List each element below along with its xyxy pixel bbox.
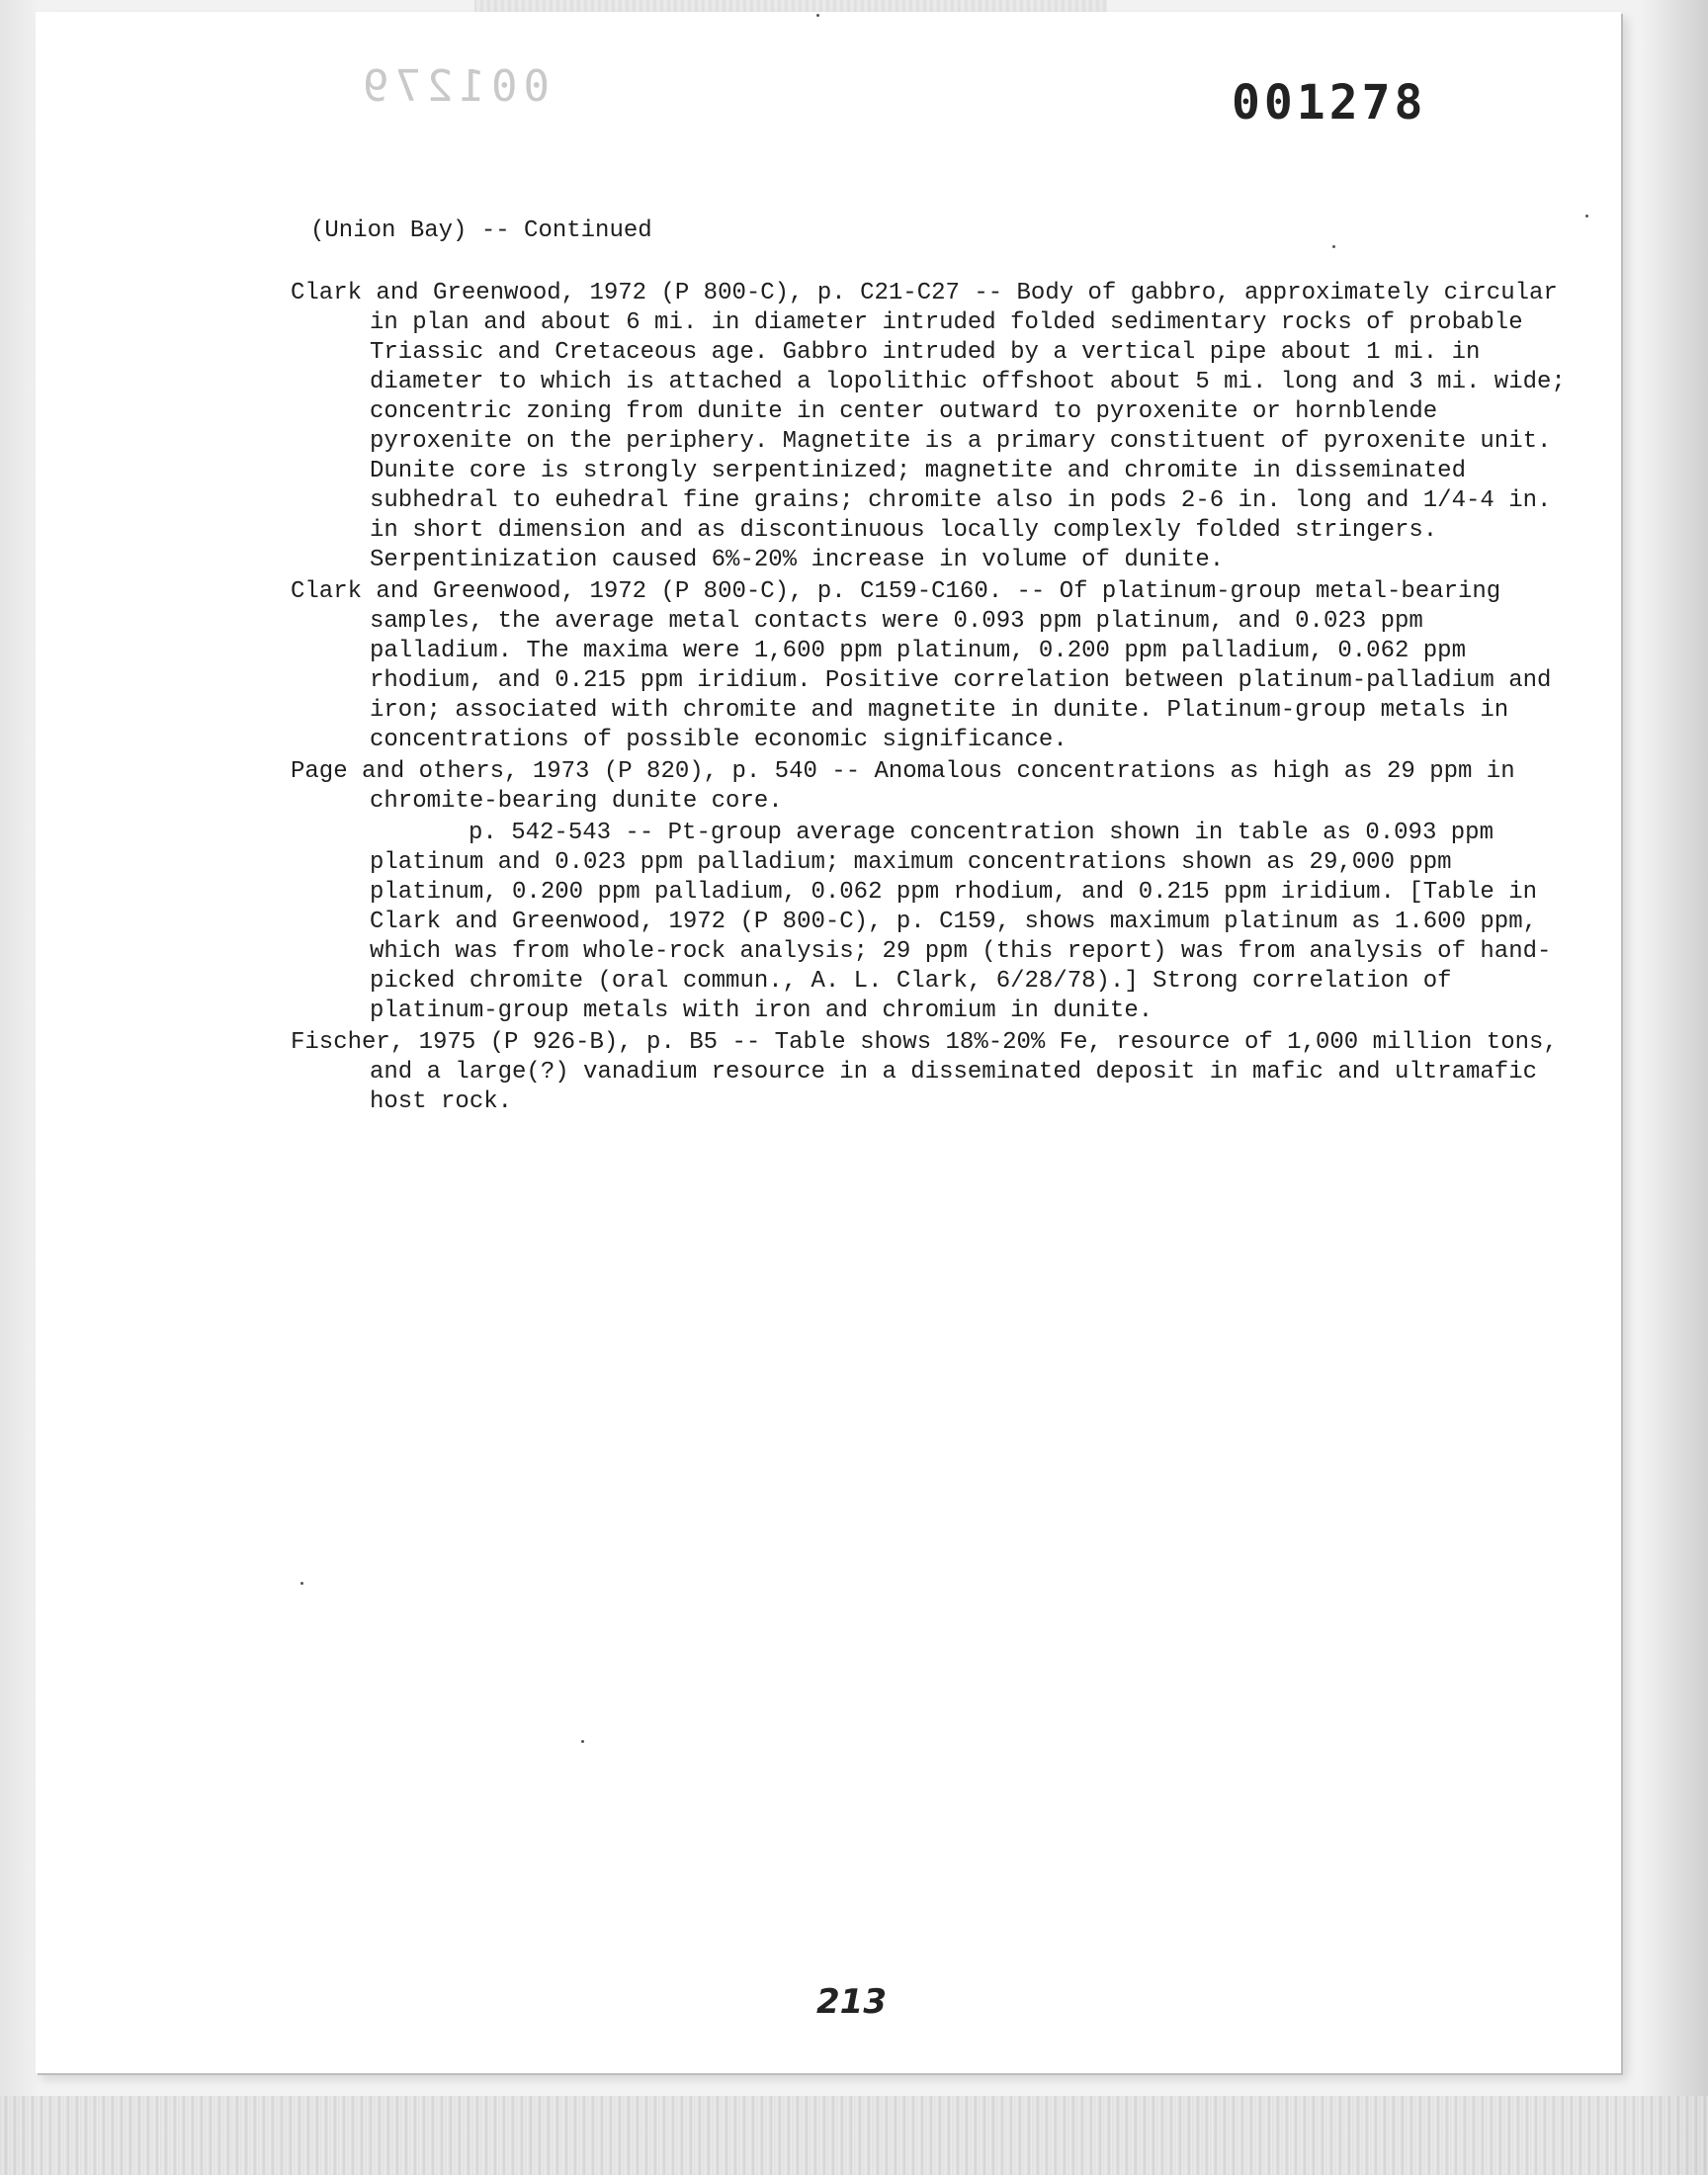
reference-entry: Clark and Greenwood, 1972 (P 800-C), p. C159-C160. -- Of platinum-group metal-bearing samples, the average metal contacts were 0.093 ppm platinum, and 0.023 ppm palladium. The maxima were 1,600 ppm platinum, 0.200 ppm palladium, 0.062 ppm rhodium, and 0.215 ppm iridium. Positive correlation between platinum-palladium and iron; associated with chromite and magnetite in dunite. Platinum-group metals in concentrations of possible economic significance. <box>291 578 1552 753</box>
scan-speck <box>816 14 819 17</box>
reference-entry: Clark and Greenwood, 1972 (P 800-C), p. C21-C27 -- Body of gabbro, approximately circular in plan and about 6 mi. in diameter intruded folded sedimentary rocks of probable Triassic and Cretaceous age. Gabbro intruded by a vertical pipe about 1 mi. in diameter to which is attached a lopolithic offshoot about 5 mi. long and 3 mi. wide; concentric zoning from dunite in center outward to pyroxenite or hornblende pyroxenite on the periphery. Magnetite is a primary constituent of pyroxenite unit. Dunite core is strongly serpentinized; magnetite and chromite in disseminated subhedral to euhedral fine grains; chromite also in pods 2-6 in. long and 1/4-4 in. in short dimension and as discontinuous locally complexly folded stringers. Serpentinization caused 6%-20% increase in volume of dunite. <box>291 280 1566 573</box>
reference-subentry: p. 542-543 -- Pt-group average concentration shown in table as 0.093 ppm platinum and 0.023 ppm palladium; maximum concentrations shown as 29,000 ppm platinum, 0.200 ppm palladium, 0.062 ppm rhodium, and 0.215 ppm iridium. [Table in Clark and Greenwood, 1972 (P 800-C), p. C159, shows maximum platinum as 1.600 ppm, which was from whole-rock analysis; 29 ppm (this report) was from analysis of hand-picked chromite (oral commun., A. L. Clark, 6/28/78).] Strong correlation of platinum-group metals with iron and chromium in dunite. <box>370 820 1552 1024</box>
faint-stamp-number: 001279 <box>357 61 550 112</box>
reference-entry: Fischer, 1975 (P 926-B), p. B5 -- Table shows 18%-20% Fe, resource of 1,000 million tons, and a large(?) vanadium resource in a disseminated deposit in mafic and ultramafic host rock. <box>291 1029 1558 1115</box>
scan-artifact-top <box>474 0 1107 12</box>
scan-speck <box>300 1582 303 1585</box>
document-body <box>291 279 1576 1119</box>
scan-speck <box>1585 215 1588 218</box>
reference-entry: Page and others, 1973 (P 820), p. 540 -- Anomalous concentrations as high as 29 ppm in chromite-bearing dunite core. <box>291 758 1515 815</box>
document-number: 001278 <box>1232 75 1427 130</box>
section-heading: (Union Bay) -- Continued <box>310 218 652 244</box>
scan-speck <box>1332 245 1335 248</box>
page-number: 213 <box>816 1982 887 2022</box>
scan-artifact-bottom <box>0 2096 1708 2175</box>
document-page <box>36 12 1621 2073</box>
scan-speck <box>581 1740 584 1743</box>
